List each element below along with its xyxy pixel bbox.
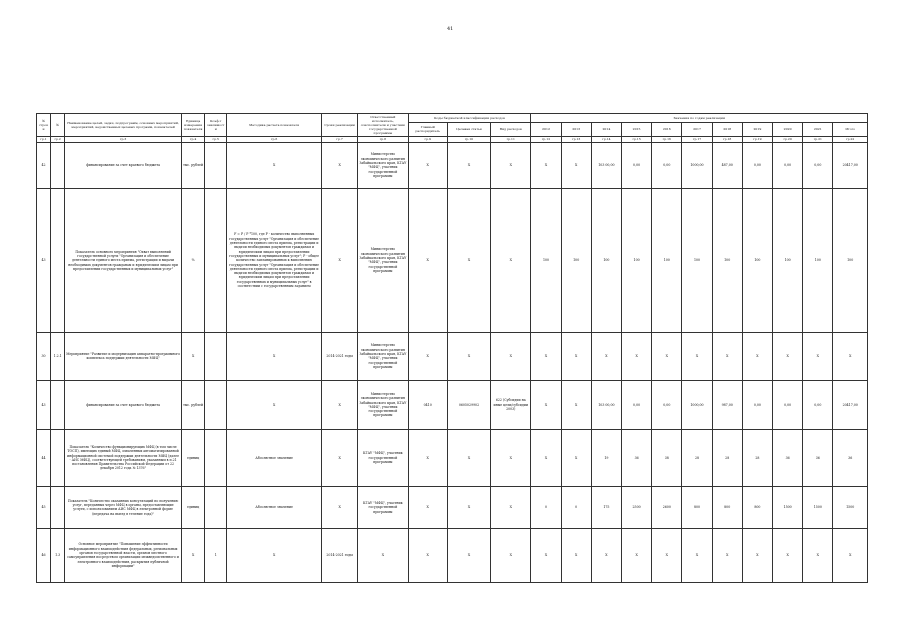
row-code-2: Х xyxy=(491,332,531,380)
row-method: Х xyxy=(227,142,322,188)
row-code-2: Х xyxy=(491,486,531,528)
column-number-15: гр.15 xyxy=(622,136,652,142)
row-code-2: Х xyxy=(491,188,531,332)
table-body xyxy=(37,114,868,583)
row-value-2021: 100 xyxy=(803,188,833,332)
row-value-2020: 0,00 xyxy=(773,142,803,188)
row-value-2016: 38 xyxy=(652,429,682,486)
row-method: Х xyxy=(227,380,322,429)
row-coef xyxy=(205,380,227,429)
row-value-2014: 19 xyxy=(591,429,621,486)
row-unit: Х xyxy=(182,528,205,582)
row-value-2019: 100 xyxy=(742,188,772,332)
header-code-2: Вид расходов xyxy=(491,122,531,136)
row-number: 43 xyxy=(37,188,51,332)
row-responsible: Х xyxy=(358,528,408,582)
row-value-2014: 103 00,00 xyxy=(591,380,621,429)
row-code-1: Х xyxy=(447,142,490,188)
row-value-2017: Х xyxy=(682,528,712,582)
header-year-2015: 2015 xyxy=(622,122,652,136)
row-number: 44 xyxy=(37,429,51,486)
row-coef xyxy=(205,429,227,486)
table-row xyxy=(37,188,868,332)
row-value-2013: Х xyxy=(561,380,591,429)
row-item-number: 1.2.1 xyxy=(51,332,65,380)
row-code-2: Х xyxy=(491,528,531,582)
row-name: финансирование за счет краевого бюджета xyxy=(65,142,182,188)
row-code-1: Х xyxy=(447,486,490,528)
row-item-number xyxy=(51,486,65,528)
row-code-1: 0605029902 xyxy=(447,380,490,429)
row-value-2015: 2500 xyxy=(622,486,652,528)
row-code-0: Х xyxy=(408,142,447,188)
row-name: Показатель "Количество функционирующих МФЦ (в том числе ТОСП), имеющих единый МФЦ, охваченных автоматизированной информационной системой поддержки деятельности МФЦ (далее - АИС МФЦ), соответствующей требованиям, указанным в п.21 постановления Правительства Российской Федерации от 22 декабря 2012 года № 1376" xyxy=(65,429,182,486)
row-value-2021: 0,00 xyxy=(803,380,833,429)
header-year-2013: 2013 xyxy=(561,122,591,136)
header-year-2017: 2017 xyxy=(682,122,712,136)
row-code-1: Х xyxy=(447,332,490,380)
column-number-19: гр.19 xyxy=(742,136,772,142)
row-value-2013: 100 xyxy=(561,188,591,332)
row-value-2014: Х xyxy=(591,332,621,380)
row-value-2020: 36 xyxy=(773,429,803,486)
column-number-20: гр.20 xyxy=(773,136,803,142)
row-value-2018: Х xyxy=(712,332,742,380)
header-no: № xyxy=(51,114,65,137)
row-value-2015: 100 xyxy=(622,188,652,332)
column-number-18: гр.18 xyxy=(712,136,742,142)
row-code-0: Х xyxy=(408,332,447,380)
row-value-2013: Х xyxy=(561,142,591,188)
header-unit: Единица измерения показателя xyxy=(182,114,205,137)
row-value-2019: 28 xyxy=(742,429,772,486)
header-method: Методика расчета показателя xyxy=(227,114,322,137)
table-row xyxy=(37,486,868,528)
row-code-1: Х xyxy=(447,188,490,332)
column-number-13: гр.13 xyxy=(561,136,591,142)
row-value-2014: 103 00,00 xyxy=(591,142,621,188)
column-number-4: гр.4 xyxy=(182,136,205,142)
row-value-2012: 100 xyxy=(531,188,561,332)
row-value-2012: Х xyxy=(531,142,561,188)
row-value-2021: 0,00 xyxy=(803,142,833,188)
row-value-2015: 36 xyxy=(622,429,652,486)
row-method: Х xyxy=(227,528,322,582)
row-name: финансирование за счет краевого бюджета xyxy=(65,380,182,429)
row-responsible: Министерство экономического развития Забайкальского края, КГАУ "МФЦ", участник государственной программы xyxy=(358,332,408,380)
row-value-2020: Х xyxy=(773,528,803,582)
table-row xyxy=(37,332,868,380)
row-code-1: Х xyxy=(447,429,490,486)
row-value-2012: 0 xyxy=(531,486,561,528)
header-year-2016: 2016 xyxy=(652,122,682,136)
row-value-2020: 100 xyxy=(773,188,803,332)
row-value-2012: Х xyxy=(531,528,561,582)
row-value-2019: 800 xyxy=(742,486,772,528)
row-value-2016: 0,00 xyxy=(652,142,682,188)
row-number: 43 xyxy=(37,380,51,429)
header-row-number: № строки xyxy=(37,114,51,137)
column-number-5: гр.5 xyxy=(205,136,227,142)
row-value-2014: 175 xyxy=(591,486,621,528)
row-value-2014: Х xyxy=(591,528,621,582)
row-code-2: Х xyxy=(491,429,531,486)
row-method: F = Р / Р *100, где Р - количество выполненных государственных услуг "Организация и обеспечение деятельности единого места приема, регистрации и выдачи необходимых документов гражданам и юридическим лицам при предоставлении государственных и муниципальных услуг"; Р - общее количество запланированных к выполнению государственных услуг "Организация и обеспечение деятельности единого места приема, регистрации и выдачи необходимых документов гражданам и юридическим лицам при предоставлении государственных и муниципальных услуг" в соответствии с государственным заданием xyxy=(227,188,322,332)
column-number-3: гр.3 xyxy=(65,136,182,142)
row-value-2021: Х xyxy=(803,528,833,582)
row-responsible: КГАУ "МФЦ", участник государственной программы xyxy=(358,429,408,486)
header-year-2018: 2018 xyxy=(712,122,742,136)
row-term: Х xyxy=(321,142,357,188)
row-value-2018: 987,00 xyxy=(712,380,742,429)
header-coef: Коэф-т значимости xyxy=(205,114,227,137)
table-row xyxy=(37,142,868,188)
row-value-2015: 0,00 xyxy=(622,380,652,429)
row-coef: 1 xyxy=(205,528,227,582)
row-value-2017: Х xyxy=(682,332,712,380)
row-method: Абсолютное значение xyxy=(227,486,322,528)
row-value-2021: 1500 xyxy=(803,486,833,528)
header-responsible: Ответственный исполнитель, соисполнители и участник государственной программы xyxy=(358,114,408,137)
row-value-2021: 36 xyxy=(803,429,833,486)
row-unit: единиц xyxy=(182,429,205,486)
row-term: Х xyxy=(321,188,357,332)
row-value-2017: 800 xyxy=(682,486,712,528)
row-coef xyxy=(205,188,227,332)
row-code-0: Х xyxy=(408,486,447,528)
header-budget-codes: Коды бюджетной классификации расходов xyxy=(408,114,531,123)
row-value-Итого: 36 xyxy=(833,429,868,486)
header-year-2019: 2019 xyxy=(742,122,772,136)
row-value-Итого: Х xyxy=(833,332,868,380)
row-item-number xyxy=(51,142,65,188)
column-number-7: гр.7 xyxy=(321,136,357,142)
row-value-2017: 1000,00 xyxy=(682,142,712,188)
row-value-2015: Х xyxy=(622,332,652,380)
row-value-2013: Х xyxy=(561,332,591,380)
row-value-2018: 100 xyxy=(712,188,742,332)
row-value-2012: Х xyxy=(531,380,561,429)
row-number: 46 xyxy=(37,528,51,582)
column-number-1: гр.1 xyxy=(37,136,51,142)
row-unit: Х xyxy=(182,332,205,380)
header-name: Наименование целей, задач, подпрограмм, основных мероприятий, мероприятий, ведомственных целевых программ, показателей xyxy=(65,114,182,137)
row-value-Итого: 1500 xyxy=(833,486,868,528)
header-year-2021: 2021 xyxy=(803,122,833,136)
column-number-22: гр.22 xyxy=(833,136,868,142)
header-code-1: Целевая статья xyxy=(447,122,490,136)
row-number: 45 xyxy=(37,486,51,528)
column-number-21: гр.21 xyxy=(803,136,833,142)
row-value-2017: 1000,00 xyxy=(682,380,712,429)
row-value-2020: 1500 xyxy=(773,486,803,528)
row-value-2019: Х xyxy=(742,332,772,380)
column-number-10: гр.10 xyxy=(447,136,490,142)
row-value-2021: Х xyxy=(803,332,833,380)
column-number-6: гр.6 xyxy=(227,136,322,142)
header-year-2014: 2014 xyxy=(591,122,621,136)
row-code-0: Х xyxy=(408,188,447,332)
row-code-2: Х xyxy=(491,142,531,188)
row-value-2018: 800 xyxy=(712,486,742,528)
row-value-2013: 0 xyxy=(561,486,591,528)
row-value-2013: Х xyxy=(561,528,591,582)
row-value-2019: 0,00 xyxy=(742,380,772,429)
header-year-Итого: Итого xyxy=(833,122,868,136)
row-method: Х xyxy=(227,332,322,380)
row-value-2012: Х xyxy=(531,332,561,380)
table-row xyxy=(37,380,868,429)
row-value-Итого: 20417,00 xyxy=(833,142,868,188)
row-value-2019: 0,00 xyxy=(742,142,772,188)
row-term: Х xyxy=(321,486,357,528)
row-value-2016: Х xyxy=(652,528,682,582)
row-value-2018: 487,00 xyxy=(712,142,742,188)
row-value-Итого: Х xyxy=(833,528,868,582)
column-number-9: гр.9 xyxy=(408,136,447,142)
row-value-2018: Х xyxy=(712,528,742,582)
row-value-2020: 0,00 xyxy=(773,380,803,429)
column-number-16: гр.16 xyxy=(652,136,682,142)
row-term: Х xyxy=(321,429,357,486)
row-coef xyxy=(205,486,227,528)
row-name: Мероприятие "Развитие и модернизация аппаратно-программного комплекса поддержки деятельности МФЦ" xyxy=(65,332,182,380)
row-unit: % xyxy=(182,188,205,332)
row-code-1: Х xyxy=(447,528,490,582)
row-item-number xyxy=(51,429,65,486)
row-value-Итого: 20417,00 xyxy=(833,380,868,429)
page-number: 41 xyxy=(447,26,454,32)
header-year-2020: 2020 xyxy=(773,122,803,136)
row-value-2015: 0,00 xyxy=(622,142,652,188)
row-unit: тыс. рублей xyxy=(182,380,205,429)
row-name: Основное мероприятие "Повышение эффективности информационного взаимодействия федеральных, региональных органов государственной власти, органов местного самоуправления посредством организации межведомственного и электронного взаимодействия, раскрытия публичной информации" xyxy=(65,528,182,582)
table-row xyxy=(37,429,868,486)
row-value-2017: 100 xyxy=(682,188,712,332)
row-number: 42 xyxy=(37,142,51,188)
row-value-2013: Х xyxy=(561,429,591,486)
row-value-2018: 28 xyxy=(712,429,742,486)
row-responsible: Министерство экономического развития Забайкальского края, КГАУ "МФЦ", участник государственной программы xyxy=(358,380,408,429)
row-unit: тыс. рублей xyxy=(182,142,205,188)
header-term: Сроки реализации xyxy=(321,114,357,137)
row-value-2016: Х xyxy=(652,332,682,380)
row-value-2016: 100 xyxy=(652,188,682,332)
row-name: Показатель "Количество оказанных консультаций по получению услуг, переданных через МФЦ в органы, предоставляющие услуги, с использованием АИС МФЦ в электронной форме (передача на выезд в течение года)" xyxy=(65,486,182,528)
row-term: Х xyxy=(321,380,357,429)
table-row xyxy=(37,528,868,582)
column-number-17: гр.17 xyxy=(682,136,712,142)
program-indicators-table xyxy=(36,113,868,583)
row-coef xyxy=(205,332,227,380)
header-year-2012: 2012 xyxy=(531,122,561,136)
row-value-2015: Х xyxy=(622,528,652,582)
row-responsible: КГАУ "МФЦ", участник государственной программы xyxy=(358,486,408,528)
column-number-11: гр.11 xyxy=(491,136,531,142)
row-item-number xyxy=(51,188,65,332)
row-value-2016: 2600 xyxy=(652,486,682,528)
row-term: 2014-2021 годы xyxy=(321,528,357,582)
column-number-2: гр.2 xyxy=(51,136,65,142)
row-value-2019: Х xyxy=(742,528,772,582)
header-years-group: Значения по годам реализации xyxy=(531,114,868,123)
row-name: Показатель основного мероприятия "Охват выполнений государственной услуги "Организация и обеспечение деятельности единого места приема, регистрации и выдачи необходимых документов гражданам и юридическим лицам при предоставлении государственных и муниципальных услуг" xyxy=(65,188,182,332)
row-code-2: 622 (Субсидии на иные цели/субсидии 2003) xyxy=(491,380,531,429)
row-value-Итого: 100 xyxy=(833,188,868,332)
column-number-8: гр.8 xyxy=(358,136,408,142)
row-value-2014: 100 xyxy=(591,188,621,332)
header-code-0: Главный распорядитель xyxy=(408,122,447,136)
row-term: 2014-2021 годы xyxy=(321,332,357,380)
row-number: 30 xyxy=(37,332,51,380)
row-value-2017: 28 xyxy=(682,429,712,486)
row-code-0: Х xyxy=(408,528,447,582)
row-method: Абсолютное значение xyxy=(227,429,322,486)
row-item-number: 1.3 xyxy=(51,528,65,582)
row-responsible: Министерство экономического развития Забайкальского края, КГАУ "МФЦ", участник государственной программы xyxy=(358,188,408,332)
row-coef xyxy=(205,142,227,188)
row-code-0: 0410 xyxy=(408,380,447,429)
column-number-12: гр.12 xyxy=(531,136,561,142)
column-number-14: гр.14 xyxy=(591,136,621,142)
row-value-2020: Х xyxy=(773,332,803,380)
row-unit: единиц xyxy=(182,486,205,528)
row-code-0: Х xyxy=(408,429,447,486)
row-item-number xyxy=(51,380,65,429)
row-responsible: Министерство экономического развития Забайкальского края, КГАУ "МФЦ", участник государственной программы xyxy=(358,142,408,188)
header-row-group xyxy=(37,114,868,123)
row-value-2016: 0,00 xyxy=(652,380,682,429)
row-value-2012: Х xyxy=(531,429,561,486)
